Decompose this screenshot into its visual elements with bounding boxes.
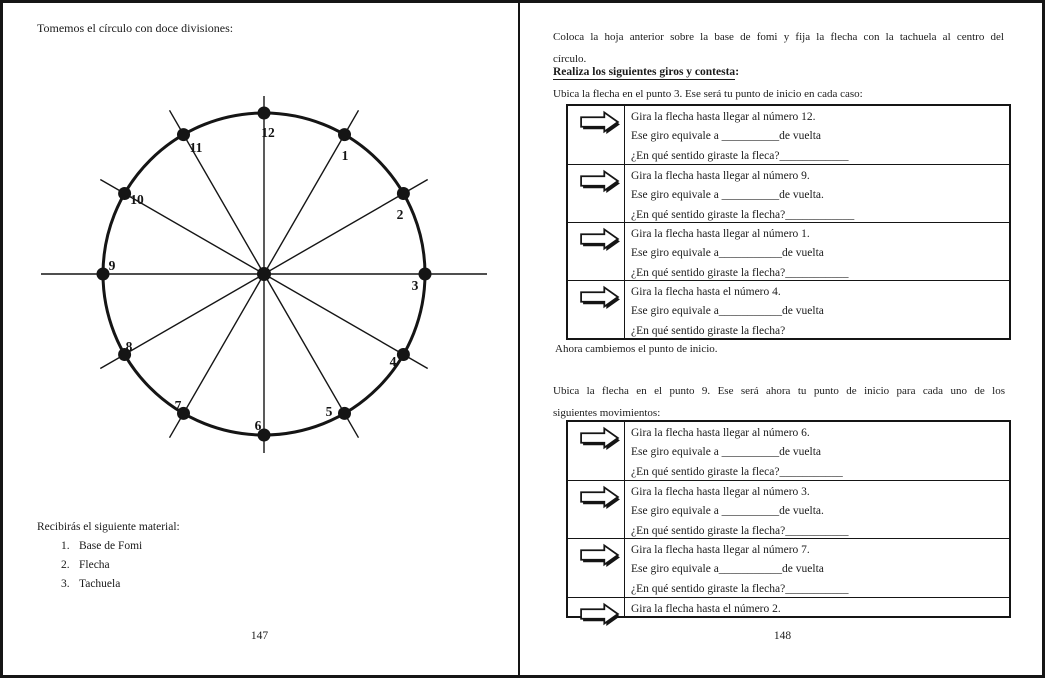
instruction-point-9-line-1: Ubica la flecha en el punto 9. Ese será ahora tu punto de inicio para cada uno de los — [553, 385, 1005, 397]
row-text-cell — [625, 106, 1009, 164]
clock-label-1: 1 — [341, 148, 349, 163]
table-row — [568, 538, 1009, 597]
intro-paragraph — [553, 26, 1004, 70]
arrow-cell — [568, 422, 625, 480]
row-text-cell — [625, 165, 1009, 222]
right-block-arrow-icon — [577, 602, 622, 626]
arrow-cell — [568, 223, 625, 280]
clock-label-2: 2 — [396, 207, 404, 222]
clock-label-8: 8 — [125, 339, 133, 354]
table-row — [568, 480, 1009, 538]
table-row — [568, 422, 1009, 480]
right-block-arrow-icon — [577, 110, 622, 134]
row-instruction: Gira la flecha hasta llegar al número 1. — [631, 228, 810, 240]
row-text-cell — [625, 223, 1009, 280]
row-instruction: Gira la flecha hasta llegar al número 12. — [631, 111, 816, 123]
table-row — [568, 106, 1009, 164]
materials-list — [37, 521, 180, 592]
table-row — [568, 222, 1009, 280]
materials-heading: Recibirás el siguiente material: — [37, 521, 180, 533]
clock-label-10: 10 — [130, 192, 144, 207]
instruction-point-3: Ubica la flecha en el punto 3. Ese será tu punto de inicio en cada caso: — [553, 88, 863, 100]
table-row — [568, 280, 1009, 338]
turns-table-2 — [566, 420, 1011, 618]
page-number-right: 148 — [773, 630, 792, 642]
row-instruction: Gira la flecha hasta llegar al número 9. — [631, 170, 810, 182]
clock-label-4: 4 — [389, 354, 397, 369]
right-block-arrow-icon — [577, 227, 622, 251]
clock-label-12: 12 — [261, 125, 275, 140]
row-blank-turn: Ese giro equivale a___________de vuelta — [631, 563, 824, 576]
instruction-point-9 — [553, 380, 1005, 424]
arrow-cell — [568, 539, 625, 597]
row-text-cell — [625, 281, 1009, 338]
clock-circle-diagram — [28, 88, 503, 466]
left-page-title: Tomemos el círculo con doce divisiones: — [37, 21, 234, 35]
intro-line-2: círculo. — [553, 53, 587, 65]
row-instruction: Gira la flecha hasta llegar al número 7. — [631, 544, 810, 556]
note-change-start: Ahora cambiemos el punto de inicio. — [555, 343, 718, 355]
list-item — [61, 577, 180, 592]
row-blank-direction: ¿En qué sentido giraste la fleca?___________ — [631, 465, 843, 478]
turns-table-1 — [566, 104, 1011, 340]
arrow-cell — [568, 598, 625, 616]
row-blank-direction: ¿En qué sentido giraste la flecha? — [631, 324, 786, 337]
page-divider — [518, 0, 520, 678]
row-instruction: Gira la flecha hasta llegar al número 3. — [631, 486, 810, 498]
list-item-label: Base de Fomi — [79, 540, 143, 552]
clock-label-5: 5 — [325, 404, 333, 419]
clock-label-9: 9 — [108, 258, 116, 273]
right-block-arrow-icon — [577, 543, 622, 567]
row-instruction: Gira la flecha hasta el número 2. — [631, 603, 781, 615]
row-instruction: Gira la flecha hasta llegar al número 6. — [631, 427, 810, 439]
section-heading — [553, 66, 739, 78]
arrow-cell — [568, 481, 625, 538]
row-blank-turn: Ese giro equivale a___________de vuelta — [631, 305, 824, 318]
list-item-number: 1. — [61, 540, 70, 552]
clock-label-6: 6 — [254, 418, 262, 433]
row-blank-direction: ¿En qué sentido giraste la flecha?___________ — [631, 582, 849, 595]
arrow-cell — [568, 106, 625, 164]
clock-label-3: 3 — [411, 278, 419, 293]
row-blank-direction: ¿En qué sentido giraste la fleca?____________ — [631, 149, 849, 162]
list-item — [61, 539, 180, 554]
clock-center-dot — [257, 267, 271, 281]
list-item-number: 2. — [61, 559, 70, 571]
right-block-arrow-icon — [577, 169, 622, 193]
section-heading-colon: : — [735, 66, 740, 78]
row-blank-direction: ¿En qué sentido giraste la flecha?____________ — [631, 208, 855, 221]
row-text-cell — [625, 539, 1009, 597]
page-number-left: 147 — [250, 630, 269, 642]
section-heading-text: Realiza los siguientes giros y contesta — [553, 66, 736, 78]
right-block-arrow-icon — [577, 285, 622, 309]
list-item-number: 3. — [61, 578, 70, 590]
clock-label-11: 11 — [189, 140, 203, 155]
right-block-arrow-icon — [577, 426, 622, 450]
arrow-cell — [568, 165, 625, 222]
intro-line-1: Coloca la hoja anterior sobre la base de fomi y fija la flecha con la tachuela al centro del — [553, 31, 1004, 43]
row-blank-turn: Ese giro equivale a __________de vuelta — [631, 446, 822, 459]
row-text-cell — [625, 481, 1009, 538]
row-instruction: Gira la flecha hasta el número 4. — [631, 286, 781, 298]
table-row — [568, 164, 1009, 222]
row-blank-direction: ¿En qué sentido giraste la flecha?___________ — [631, 266, 849, 279]
row-blank-turn: Ese giro equivale a __________de vuelta. — [631, 189, 824, 202]
row-blank-turn: Ese giro equivale a __________de vuelta — [631, 130, 822, 143]
list-item-label: Flecha — [79, 559, 110, 571]
page-right — [520, 0, 1045, 678]
clock-label-7: 7 — [174, 398, 182, 413]
arrow-cell — [568, 281, 625, 338]
row-blank-turn: Ese giro equivale a___________de vuelta — [631, 247, 824, 260]
right-block-arrow-icon — [577, 485, 622, 509]
list-item-label: Tachuela — [79, 578, 121, 590]
table-row — [568, 597, 1009, 616]
list-item — [61, 558, 180, 573]
row-text-cell — [625, 598, 1009, 616]
row-blank-direction: ¿En qué sentido giraste la flecha?___________ — [631, 524, 849, 537]
row-text-cell — [625, 422, 1009, 480]
instruction-point-9-line-2: siguientes movimientos: — [553, 407, 661, 419]
row-blank-turn: Ese giro equivale a __________de vuelta. — [631, 505, 824, 518]
